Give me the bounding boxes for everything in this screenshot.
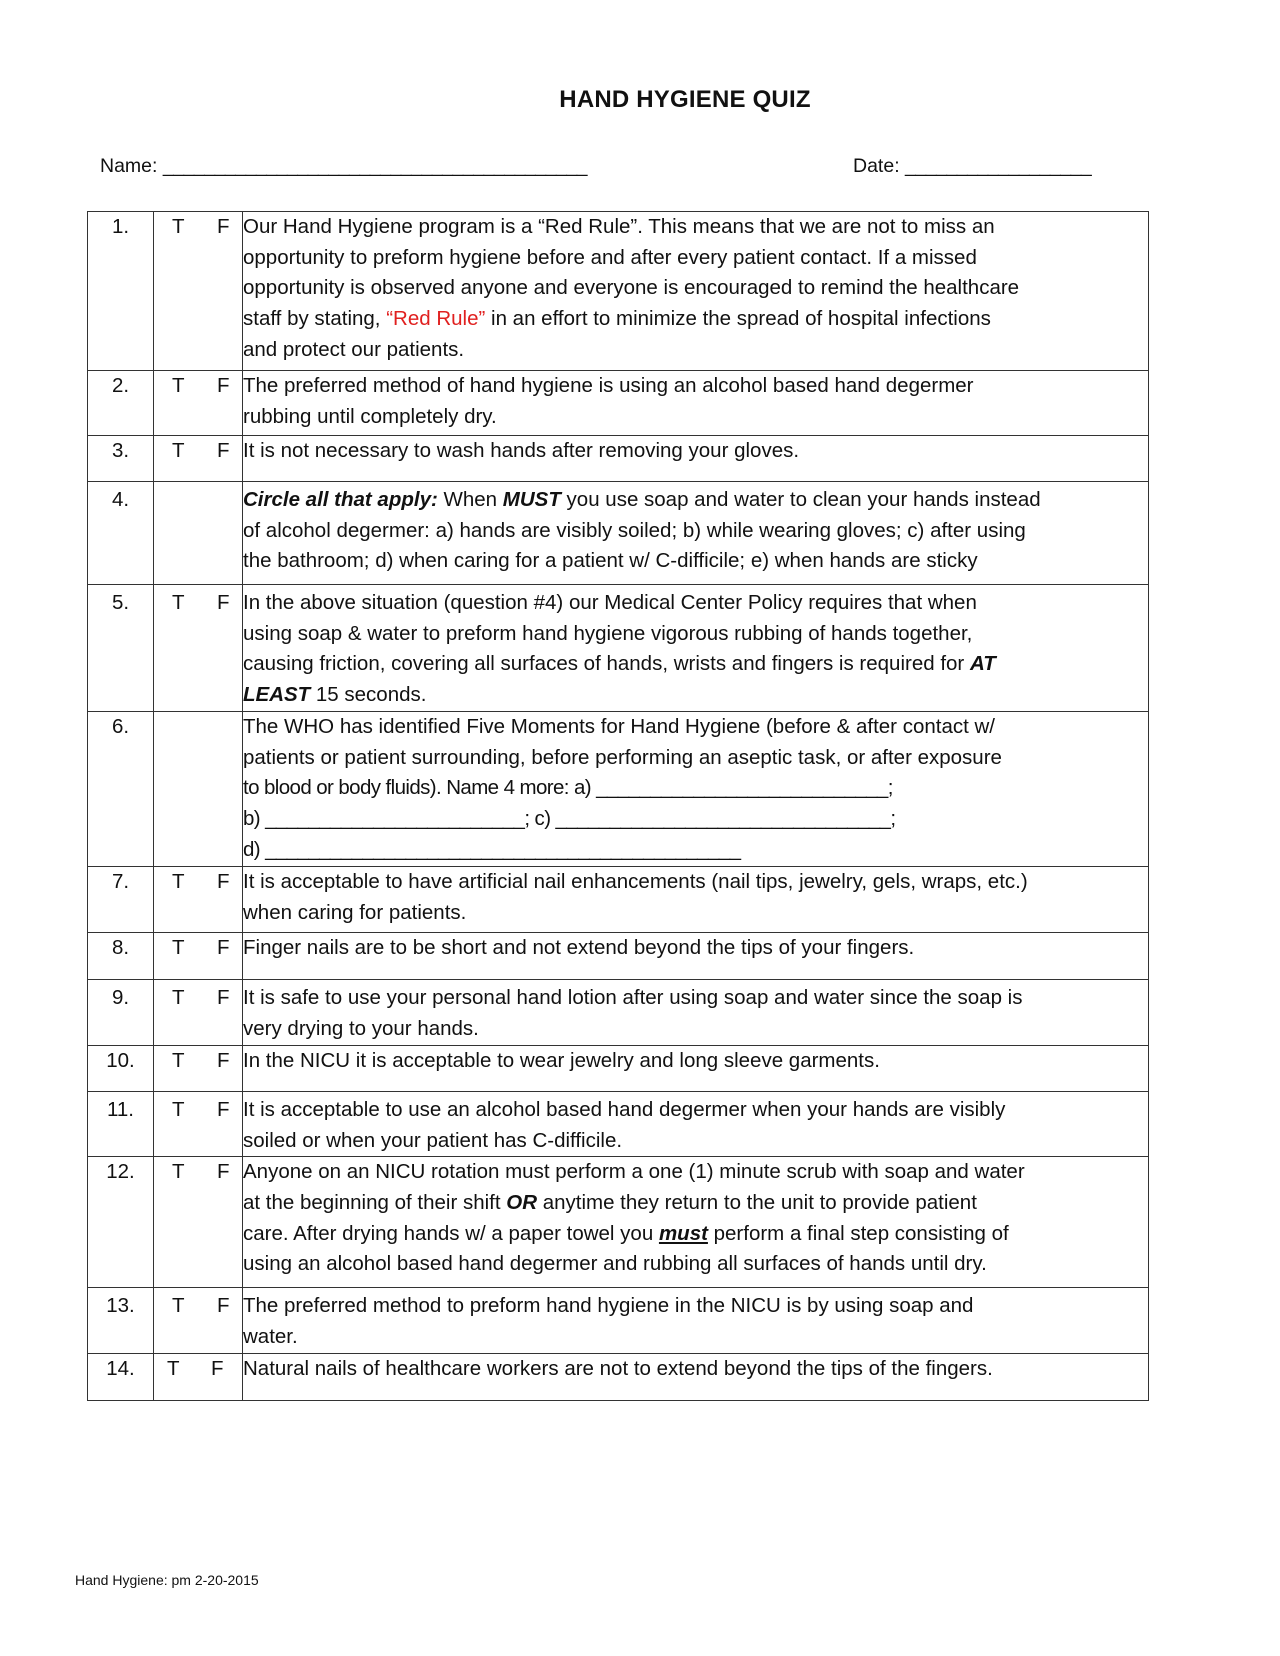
question-number: 7. bbox=[88, 866, 154, 932]
true-false-choices bbox=[154, 1353, 243, 1400]
question-row-7 bbox=[88, 866, 1149, 932]
name-field[interactable] bbox=[100, 155, 587, 178]
true-option[interactable]: T bbox=[172, 374, 185, 397]
true-option[interactable]: T bbox=[172, 935, 185, 959]
question-row-4 bbox=[88, 482, 1149, 585]
question-row-8 bbox=[88, 932, 1149, 979]
question-row-1 bbox=[88, 212, 1149, 371]
question-number: 6. bbox=[88, 711, 154, 866]
true-option[interactable]: T bbox=[167, 1356, 180, 1380]
true-false-choices bbox=[154, 1157, 243, 1288]
false-option[interactable]: F bbox=[217, 1097, 230, 1121]
question-number: 3. bbox=[88, 436, 154, 482]
false-option[interactable]: F bbox=[211, 1356, 224, 1380]
true-false-choices bbox=[154, 866, 243, 932]
date-field[interactable] bbox=[853, 155, 1091, 178]
question-number: 14. bbox=[88, 1353, 154, 1400]
true-false-choices bbox=[154, 711, 243, 866]
true-false-choices bbox=[154, 1091, 243, 1156]
question-text: It is not necessary to wash hands after removing your gloves. bbox=[243, 436, 1149, 482]
question-number: 11. bbox=[88, 1091, 154, 1156]
circle-all-instruction: Circle all that apply: bbox=[243, 488, 438, 511]
question-row-12 bbox=[88, 1157, 1149, 1288]
answer-blank-a[interactable]: to blood or body fluids). Name 4 more: a) ___________________________; bbox=[243, 776, 893, 800]
footer-note: Hand Hygiene: pm 2-20-2015 bbox=[75, 1572, 259, 1588]
false-option[interactable]: F bbox=[217, 1160, 230, 1184]
date-blank[interactable]: __________________ bbox=[905, 155, 1092, 177]
false-option[interactable]: F bbox=[217, 1294, 230, 1318]
question-number: 8. bbox=[88, 932, 154, 979]
true-option[interactable]: T bbox=[172, 1160, 185, 1184]
false-option[interactable]: F bbox=[217, 935, 230, 959]
answer-blank-d[interactable]: d) ____________________________________________ bbox=[243, 837, 741, 861]
question-row-14 bbox=[88, 1353, 1149, 1400]
question-row-10 bbox=[88, 1045, 1149, 1091]
question-row-6 bbox=[88, 711, 1149, 866]
question-row-2 bbox=[88, 371, 1149, 436]
quiz-table bbox=[87, 211, 1149, 1401]
question-number: 5. bbox=[88, 585, 154, 712]
question-number: 10. bbox=[88, 1045, 154, 1091]
answer-blank-b-c[interactable]: b) ________________________; c) _______________________________; bbox=[243, 806, 896, 830]
name-label: Name: bbox=[100, 155, 158, 177]
false-option[interactable]: F bbox=[217, 215, 230, 238]
question-row-3 bbox=[88, 436, 1149, 482]
true-false-choices bbox=[154, 436, 243, 482]
true-option[interactable]: T bbox=[172, 985, 185, 1009]
question-number: 13. bbox=[88, 1288, 154, 1353]
question-number: 12. bbox=[88, 1157, 154, 1288]
true-false-choices bbox=[154, 1045, 243, 1091]
false-option[interactable]: F bbox=[217, 374, 230, 397]
true-false-choices bbox=[154, 932, 243, 979]
red-rule-phrase: “Red Rule” bbox=[386, 307, 486, 331]
question-row-13 bbox=[88, 1288, 1149, 1353]
question-number: 9. bbox=[88, 979, 154, 1045]
true-false-choices bbox=[154, 212, 243, 371]
true-false-choices bbox=[154, 371, 243, 436]
true-false-choices bbox=[154, 482, 243, 585]
false-option[interactable]: F bbox=[217, 985, 230, 1009]
question-number: 4. bbox=[88, 482, 154, 585]
question-text: Our Hand Hygiene program is a “Red Rule”. This means that we are not to miss an opportunity to preform hygiene before and after every patient contact. If a missed opportunity is observed anyone and everyone is encouraged to remind the healthcare staff by stating, “Red Rule” in an effort to minimize the spread of hospital infections and protect our patients. bbox=[243, 212, 1149, 371]
page-title: HAND HYGIENE QUIZ bbox=[559, 86, 811, 113]
true-option[interactable]: T bbox=[172, 1294, 185, 1318]
question-text: The preferred method of hand hygiene is using an alcohol based hand degermer rubbing until completely dry. bbox=[243, 371, 1149, 436]
false-option[interactable]: F bbox=[217, 869, 230, 893]
false-option[interactable]: F bbox=[217, 1048, 230, 1072]
true-option[interactable]: T bbox=[172, 215, 185, 238]
question-text: In the NICU it is acceptable to wear jewelry and long sleeve garments. bbox=[243, 1045, 1149, 1091]
true-option[interactable]: T bbox=[172, 591, 185, 614]
true-false-choices bbox=[154, 1288, 243, 1353]
question-row-11 bbox=[88, 1091, 1149, 1156]
question-text: It is acceptable to use an alcohol based hand degermer when your hands are visibly soiled or when your patient has C-difficile. bbox=[243, 1091, 1149, 1156]
question-text: It is safe to use your personal hand lotion after using soap and water since the soap is very drying to your hands. bbox=[243, 979, 1149, 1045]
question-text: The WHO has identified Five Moments for Hand Hygiene (before & after contact w/ patients or patient surrounding, before performing an aseptic task, or after exposure to blood or body fluids). Name 4 more: a) ___________________________; b) ________________________; c) _______________________________; d) ____________________________________________ bbox=[243, 711, 1149, 866]
question-text: The preferred method to preform hand hygiene in the NICU is by using soap and water. bbox=[243, 1288, 1149, 1353]
question-text: In the above situation (question #4) our Medical Center Policy requires that when using soap & water to preform hand hygiene vigorous rubbing of hands together, causing friction, covering all surfaces of hands, wrists and fingers is required for AT LEAST 15 seconds. bbox=[243, 585, 1149, 712]
question-text: Natural nails of healthcare workers are not to extend beyond the tips of the fingers. bbox=[243, 1353, 1149, 1400]
question-row-9 bbox=[88, 979, 1149, 1045]
question-text: It is acceptable to have artificial nail enhancements (nail tips, jewelry, gels, wraps, etc.) when caring for patients. bbox=[243, 866, 1149, 932]
date-label: Date: bbox=[853, 155, 900, 177]
true-option[interactable]: T bbox=[172, 869, 185, 893]
true-option[interactable]: T bbox=[172, 1048, 185, 1072]
false-option[interactable]: F bbox=[217, 591, 230, 614]
true-option[interactable]: T bbox=[172, 439, 185, 462]
question-number: 2. bbox=[88, 371, 154, 436]
false-option[interactable]: F bbox=[217, 439, 230, 462]
true-false-choices bbox=[154, 585, 243, 712]
true-false-choices bbox=[154, 979, 243, 1045]
question-row-5 bbox=[88, 585, 1149, 712]
true-option[interactable]: T bbox=[172, 1097, 185, 1121]
question-text: Anyone on an NICU rotation must perform a one (1) minute scrub with soap and water at the beginning of their shift OR anytime they return to the unit to provide patient care. After drying hands w/ a paper towel you must perform a final step consisting of using an alcohol based hand degermer and rubbing all surfaces of hands until dry. bbox=[243, 1157, 1149, 1288]
name-blank[interactable]: _________________________________________ bbox=[162, 155, 588, 177]
question-text: Circle all that apply: When MUST you use soap and water to clean your hands instead of alcohol degermer: a) hands are visibly soiled; b) while wearing gloves; c) after using the bathroom; d) when caring for a patient w/ C-difficile; e) when hands are sticky bbox=[243, 482, 1149, 585]
question-text: Finger nails are to be short and not extend beyond the tips of your fingers. bbox=[243, 932, 1149, 979]
question-number: 1. bbox=[88, 212, 154, 371]
